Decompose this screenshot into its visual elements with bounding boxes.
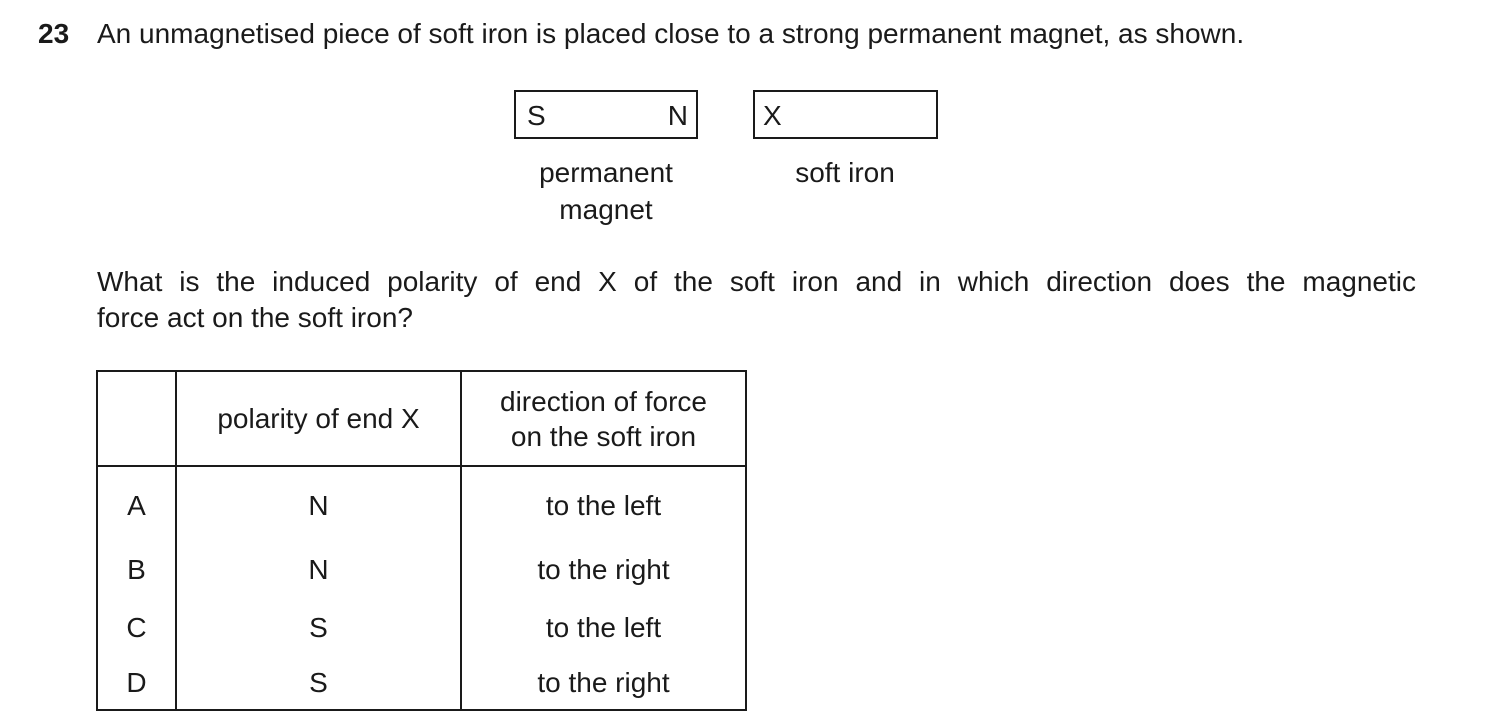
option-polarity: S [176,599,461,657]
option-letter: B [97,541,176,599]
magnet-caption-line2: magnet [559,194,653,225]
question-prompt-line2: force act on the soft iron? [97,302,413,333]
option-letter: A [97,466,176,541]
option-direction: to the right [461,657,746,710]
permanent-magnet-diagram [514,90,698,139]
question-prompt-line1: What is the induced polarity of end X of the soft iron and in which direction does the magnetic [97,266,1416,297]
header-letter [97,371,176,466]
answer-row-a[interactable] [97,466,746,541]
answer-row-c[interactable] [97,599,746,657]
magnet-caption-line1: permanent [539,157,673,188]
option-polarity: N [176,541,461,599]
header-direction-line2: on the soft iron [510,420,697,452]
question-prompt [97,264,1416,336]
question-stem: An unmagnetised piece of soft iron is placed close to a strong permanent magnet, as shown. [97,18,1245,49]
soft-iron-end-x: X [763,100,782,131]
header-direction [461,371,746,466]
soft-iron-caption: soft iron [795,157,895,188]
option-polarity: S [176,657,461,710]
answer-row-b[interactable] [97,541,746,599]
magnet-pole-south: S [527,100,546,131]
soft-iron-diagram [753,90,938,139]
option-direction: to the left [461,466,746,541]
magnet-caption [506,154,706,228]
answer-table [96,370,747,711]
option-direction: to the right [461,541,746,599]
option-polarity: N [176,466,461,541]
header-polarity: polarity of end X [176,371,461,466]
header-direction-line1: direction of force [500,385,707,417]
magnet-pole-north: N [667,100,688,131]
question-number: 23 [38,18,70,49]
option-direction: to the left [461,599,746,657]
option-letter: D [97,657,176,710]
answer-table-header [97,371,746,466]
answer-row-d[interactable] [97,657,746,710]
option-letter: C [97,599,176,657]
